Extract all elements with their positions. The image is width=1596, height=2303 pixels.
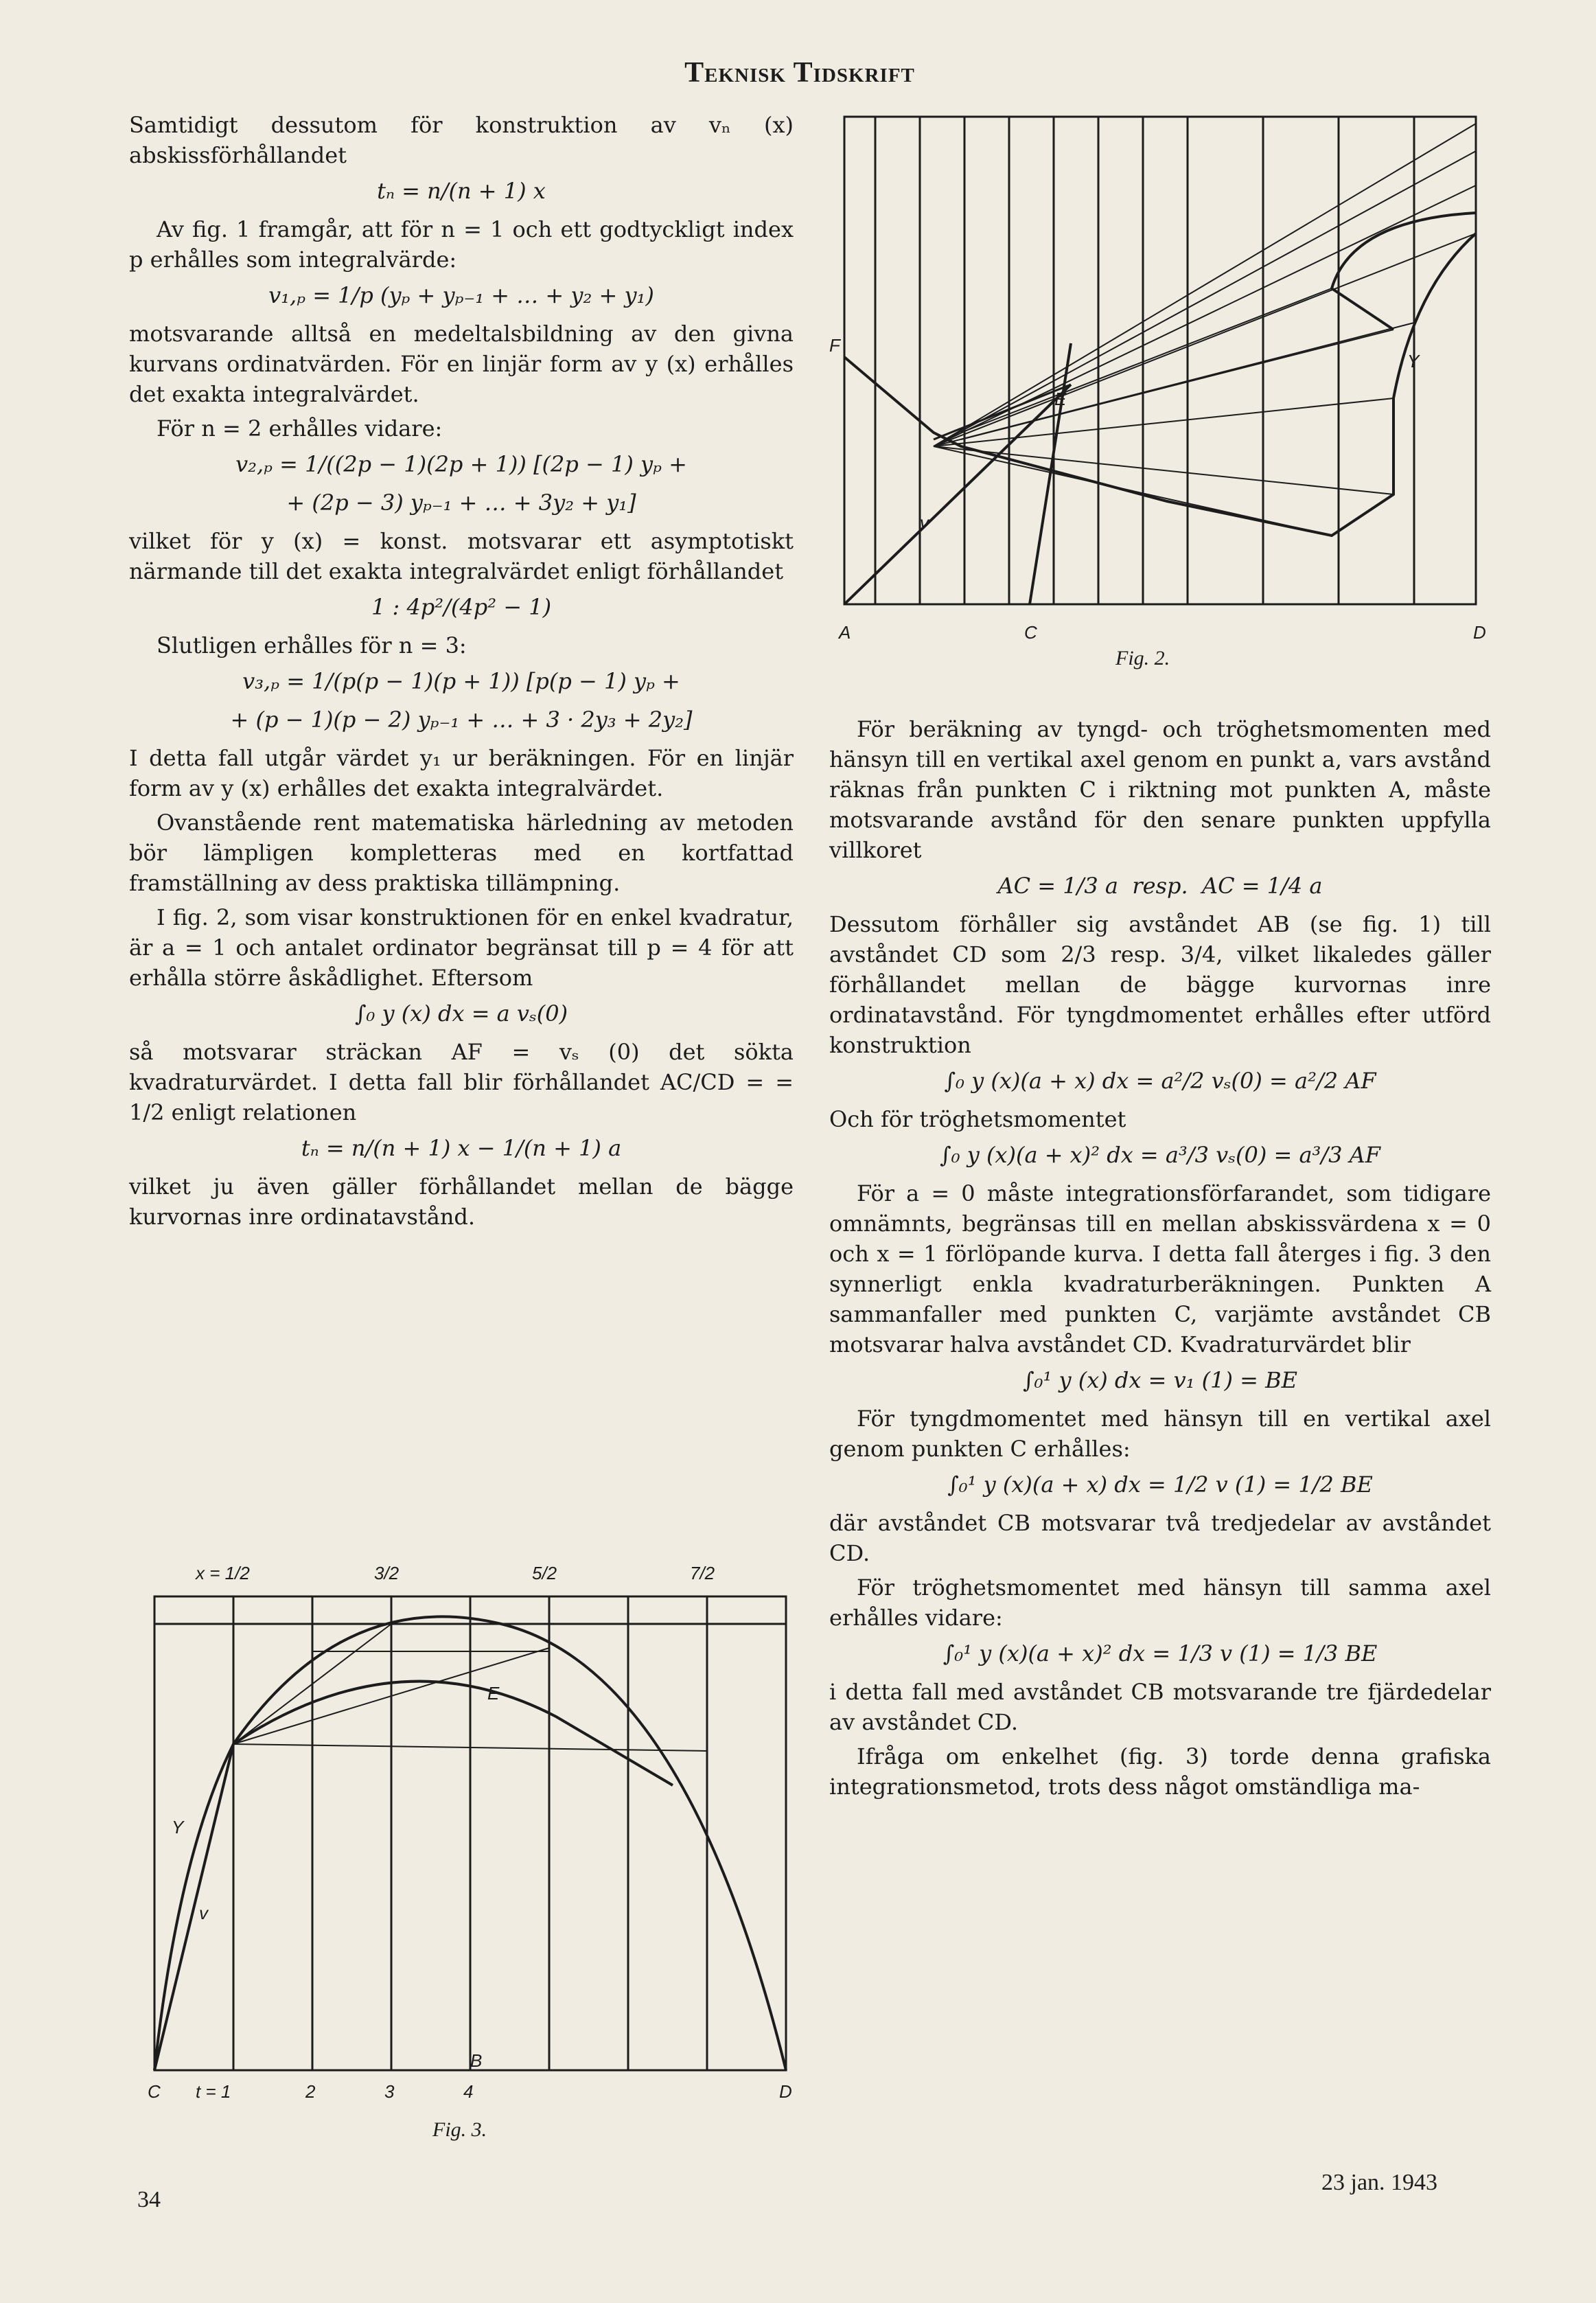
fig3-bottom-label: 4: [463, 2081, 474, 2102]
fig2-caption: Fig. 2.: [1115, 647, 1170, 669]
fig2-label-f: F: [829, 335, 840, 356]
fig3-label-v: v: [199, 1903, 208, 1923]
fig3-bottom-label: D: [779, 2081, 792, 2102]
paragraph: För tröghetsmomentet med hänsyn till samma axel erhålles vidare:: [829, 1574, 1491, 1631]
paragraph: Av fig. 1 framgår, att för n = 1 och ett godtyckligt index p erhålles som integralvärde:: [129, 216, 794, 273]
paragraph: Samtidigt dessutom för konstruktion av vₙ (x) abskissförhållandet: [129, 112, 794, 168]
fig3-bottom-label: 3: [384, 2081, 395, 2102]
journal-header: Teknisk Tidskrift: [684, 57, 915, 89]
formula: v₂,ₚ = 1/((2p − 1)(2p + 1)) [(2p − 1) yₚ +: [235, 451, 687, 477]
page-number: 34: [137, 2187, 161, 2212]
fig3-curve-v: [154, 1682, 673, 2070]
formula: ∫₀¹ y (x)(a + x)² dx = 1/3 v (1) = 1/3 BE: [942, 1640, 1378, 1666]
issue-date: 23 jan. 1943: [1321, 2170, 1438, 2195]
paragraph: där avståndet CB motsvarar två tredjedelar av avståndet CD.: [829, 1510, 1491, 1566]
fig3-label-e: E: [487, 1683, 500, 1704]
fig2-v-line: [844, 385, 1071, 604]
paragraph: vilket ju även gäller förhållandet mellan de bägge kurvornas inre ordinatavstånd.: [129, 1173, 794, 1230]
fig3-bottom-label: C: [148, 2081, 161, 2102]
fig3-bottom-label: t = 1: [196, 2081, 231, 2102]
formula: + (p − 1)(p − 2) yₚ₋₁ + … + 3 · 2y₃ + 2y₂]: [230, 707, 693, 733]
paragraph: Och för tröghetsmomentet: [829, 1106, 1126, 1132]
fig3-top-label: 3/2: [374, 1563, 400, 1583]
figure-2: [824, 110, 1496, 645]
paragraph: motsvarande alltså en medeltalsbildning av den givna kurvans ordinatvärden. För en linjär form av y (x) erhålles det exakta integralvärdet.: [129, 321, 794, 407]
formula: v₃,ₚ = 1/(p(p − 1)(p + 1)) [p(p − 1) yₚ +: [242, 668, 680, 694]
formula: ∫₀ y (x)(a + x)² dx = a³/3 vₛ(0) = a³/3 AF: [940, 1142, 1380, 1168]
formula: ∫₀ y (x) dx = a vₛ(0): [354, 1000, 568, 1027]
formula: ∫₀ y (x)(a + x) dx = a²/2 vₛ(0) = a²/2 AF: [944, 1068, 1376, 1094]
fig2-arc: [1332, 213, 1476, 330]
formula: ∫₀¹ y (x) dx = v₁ (1) = BE: [1022, 1367, 1298, 1393]
paragraph: i detta fall med avståndet CB motsvarande tre fjärdedelar av avståndet CD.: [829, 1679, 1491, 1735]
right-column: [829, 714, 1491, 1806]
paragraph: Dessutom förhåller sig avståndet AB (se fig. 1) till avståndet CD som 2/3 resp. 3/4, vilket likaledes gäller förhållandet mellan de bägge kurvornas inre ordinatavstånd. För tyngdmomentet erhålles efter utförd konstruktion: [829, 911, 1491, 1058]
paragraph: Ovanstående rent matematiska härledning av metoden bör lämpligen kompletteras med en kortfattad framställning av dess praktiska tillämpning.: [129, 810, 794, 896]
fig3-top-label: 5/2: [532, 1563, 557, 1583]
fig3-caption: Fig. 3.: [432, 2118, 487, 2141]
formula: v₁,ₚ = 1/p (yₚ + yₚ₋₁ + … + y₂ + y₁): [268, 282, 654, 308]
paragraph: För n = 2 erhålles vidare:: [157, 415, 443, 442]
fig2-label-c: C: [1024, 622, 1037, 643]
fig2-curve-y: [844, 233, 1476, 536]
fig3-top-label: 7/2: [690, 1563, 715, 1583]
paragraph: För tyngdmomentet med hänsyn till en vertikal axel genom punkten C erhålles:: [829, 1406, 1491, 1462]
fig2-label-a: A: [839, 622, 851, 643]
fig2-label-v: v: [920, 512, 929, 533]
paragraph: så motsvarar sträckan AF = vₛ (0) det sökta kvadraturvärdet. I detta fall blir förhållandet AC/CD = = 1/2 enligt relationen: [129, 1039, 794, 1125]
fig2-label-d: D: [1473, 622, 1486, 643]
fig3-top-label: x = 1/2: [196, 1563, 250, 1583]
fig3-label-b: B: [470, 2050, 483, 2071]
fig3-label-y: Y: [172, 1817, 184, 1837]
formula: tₙ = n/(n + 1) x: [377, 178, 546, 204]
paragraph: För beräkning av tyngd- och tröghetsmomenten med hänsyn till en vertikal axel genom en punkt a, vars avstånd räknas från punkten C i riktning mot punkten A, måste motsvarande avstånd för den senare punkten uppfylla villkoret: [829, 716, 1491, 863]
left-column: [129, 110, 794, 1236]
formula: 1 : 4p²/(4p² − 1): [371, 594, 552, 620]
paragraph: För a = 0 måste integrationsförfarandet, som tidigare omnämnts, begränsas till en mellan abskissvärdena x = 0 och x = 1 förlöpande kurva. I detta fall återges i fig. 3 den synnerligt enkla kvadraturberäkningen. Punkten A sammanfaller med punkten C, varjämte avståndet CB motsvarar halva avståndet CD. Kvadraturvärdet blir: [829, 1180, 1491, 1357]
paragraph: I detta fall utgår värdet y₁ ur beräkningen. För en linjär form av y (x) erhålles det exakta integralvärdet.: [129, 745, 794, 801]
paragraph: Slutligen erhålles för n = 3:: [157, 632, 467, 658]
fig2-frame: [844, 117, 1476, 604]
formula: AC = 1/3 a resp. AC = 1/4 a: [997, 873, 1323, 899]
fig2-label-e: E: [1054, 389, 1067, 409]
formula: ∫₀¹ y (x)(a + x) dx = 1/2 v (1) = 1/2 BE: [947, 1471, 1373, 1498]
paragraph: I fig. 2, som visar konstruktionen för en enkel kvadratur, är a = 1 och antalet ordinator begränsat till p = 4 för att erhålla större åskådlighet. Eftersom: [129, 904, 794, 991]
paragraph: vilket för y (x) = konst. motsvarar ett asymptotiskt närmande till det exakta integralvärdet enligt förhållandet: [129, 528, 794, 584]
formula: + (2p − 3) yₚ₋₁ + … + 3y₂ + y₁]: [286, 490, 636, 516]
figure-3: [137, 1559, 810, 2122]
fig3-bottom-label: 2: [305, 2081, 316, 2102]
fig2-label-y: Y: [1407, 351, 1420, 371]
formula: tₙ = n/(n + 1) x − 1/(n + 1) a: [301, 1135, 622, 1161]
paragraph: Ifråga om enkelhet (fig. 3) torde denna grafiska integrationsmetod, trots dess något omständliga ma-: [829, 1743, 1491, 1800]
